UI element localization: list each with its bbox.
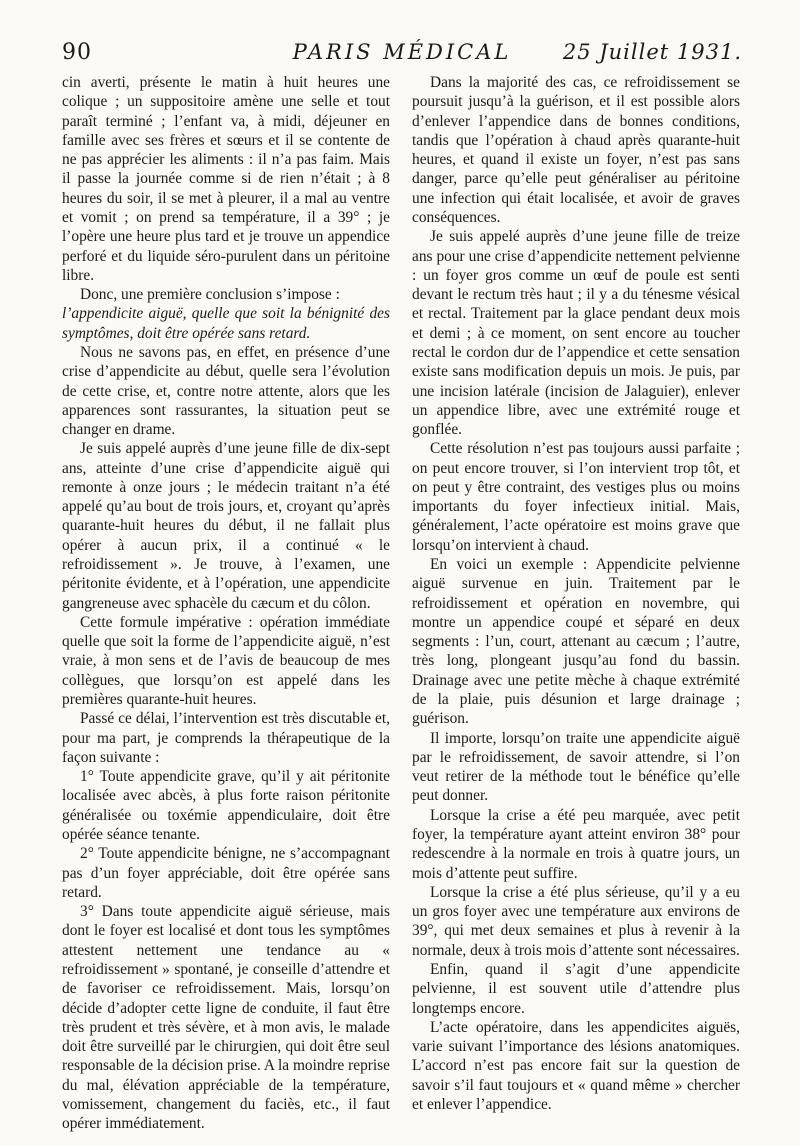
paragraph: 1° Toute appendicite grave, qu’il y ait péritonite localisée avec abcès, à plus forte raison péritonite généralisée ou toxémie appendiculaire, doit être opérée séance tenante.: [62, 768, 390, 843]
paragraph: Passé ce délai, l’intervention est très discutable et, pour ma part, je comprends la thérapeutique de la façon suivante :: [62, 710, 390, 766]
left-column: [62, 73, 390, 1133]
paragraph: Enfin, quand il s’agit d’une appendicite pelvienne, il est souvent utile d’attendre plus longtemps encore.: [412, 960, 740, 1017]
right-column: [412, 73, 740, 1114]
page-header: [62, 40, 742, 74]
paragraph: Donc, une première conclusion s’impose :: [80, 286, 340, 304]
paragraph: Il importe, lorsqu’on traite une appendicite aiguë par le refroidissement, de savoir attendre, si l’on veut retirer de la méthode tout le bénéfice qu’elle peut donner.: [412, 729, 740, 805]
paragraph: En voici un exemple : Appendicite pelvienne aiguë survenue en juin. Traitement par le refroidissement et opération en novembre, qui montre un appendice coupé et séparé en deux segments : l’un, court, attenant au cæcum ; l’autre, très long, plongeant jusqu’au fond du bassin. Drainage avec une petite mèche à chaque extrémité de la plaie, puis désunion et large drainage ; guérison.: [412, 556, 740, 728]
paragraph: 2° Toute appendicite bénigne, ne s’accompagnant pas d’un foyer appréciable, doit être opérée sans retard.: [62, 845, 390, 901]
paragraph: Je suis appelé auprès d’une jeune fille de dix-sept ans, atteinte d’une crise d’appendicite aiguë qui remonte à onze jours ; le médecin traitant n’a été appelé qu’au bout de trois jours, et, croyant qu’après quarante-huit heures du début, il ne fallait plus opérer à aucun prix, il a continué « le refroidissement ». Je trouve, à l’examen, une péritonite évidente, et à l’opération, une appendicite gangreneuse avec sphacèle du cæcum et du côlon.: [62, 440, 390, 612]
paragraph: Dans la majorité des cas, ce refroidissement se poursuit jusqu’à la guérison, et il est possible alors d’enlever l’appendice dans de bonnes conditions, tandis que l’opération à chaud après quarante-huit heures, et quand il existe un foyer, n’est pas sans danger, parce qu’elle peut généraliser au péritoine une infection qui était localisée, et avoir de graves conséquences.: [412, 74, 740, 226]
paragraph: Je suis appelé auprès d’une jeune fille de treize ans pour une crise d’appendicite nettement pelvienne : un foyer gros comme un œuf de poule est senti devant le rectum très haut ; il y a du ténesme vésical et rectal. Traitement par la glace pendant deux mois et demi ; à ce moment, on sent encore au toucher rectal le cordon dur de l’appendice et cette sensation existe sans modification depuis un mois. Je puis, par une incision latérale (incision de Jalaguier), enlever un appendice libre, avec une extrémité rouge et gonflée.: [412, 228, 740, 439]
issue-date: 25 Juillet 1931.: [562, 40, 742, 64]
page-number: 90: [62, 40, 92, 65]
paragraph: Nous ne savons pas, en effet, en présence d’une crise d’appendicite au début, quelle sera l’évolution de cette crise, et, contre notre attente, alors que les apparences sont rassurantes, la situation peut se changer en drame.: [62, 343, 390, 439]
paragraph: L’acte opératoire, dans les appendicites aiguës, varie suivant l’importance des lésions anatomiques. L’accord n’est pas encore fait sur la question de savoir s’il faut toujours et « quand même » chercher et enlever l’appendice.: [412, 1018, 740, 1113]
paragraph: Cette résolution n’est pas toujours aussi parfaite ; on peut encore trouver, si l’on intervient trop tôt, et on peut y être contraint, des vestiges plus ou moins importants du foyer infectieux initial. Mais, généralement, l’acte opératoire est moins grave que lorsqu’on intervient à chaud.: [412, 440, 740, 554]
paragraph: Lorsque la crise a été plus sérieuse, qu’il y a eu un gros foyer avec une température aux environs de 39°, qui met deux semaines et plus à revenir à la normale, deux à trois mois d’attente sont nécessaires.: [412, 883, 740, 959]
journal-title: PARIS MÉDICAL: [292, 40, 512, 64]
paragraph: Cette formule impérative : opération immédiate quelle que soit la forme de l’appendicite aiguë, n’est vraie, à mon sens et de l’avis de beaucoup de mes collègues, que lorsqu’on est appelé dans les premières quarante-huit heures.: [62, 613, 390, 708]
paragraph: cin averti, présente le matin à huit heures une colique ; un suppositoire amène une selle et tout paraît terminé ; l’enfant va, à midi, déjeuner en famille avec ses frères et sœurs et il se contente de ne pas apprécier les aliments : il n’a pas faim. Mais il passe la journée comme si de rien n’était ; à 8 heures du soir, il se met à pleurer, il a mal au ventre et vomit ; on prend sa température, il a 39° ; je l’opère une heure plus tard et je trouve un appendice perforé et du liquide séro-purulent dans un péritoine libre.: [62, 74, 390, 284]
conclusion-italic: l’appendicite aiguë, quelle que soit la bénignité des symptômes, doit être opérée sans retard.: [62, 305, 390, 342]
paragraph: Lorsque la crise a été peu marquée, avec petit foyer, la température ayant atteint environ 38° pour redescendre à la normale en trois à quatre jours, un mois d’attente peut suffire.: [412, 806, 740, 882]
paragraph: 3° Dans toute appendicite aiguë sérieuse, mais dont le foyer est localisé et dont tous les symptômes attestent nettement une tendance au « refroidissement » spontané, je conseille d’attendre et de favoriser ce refroidissement. Mais, lorsqu’on décide d’adopter cette ligne de conduite, il faut être très prudent et très sévère, et à mon avis, le malade doit être surveillé par le chirurgien, qui doit être seul responsable de la décision prise. A la moindre reprise du mal, élévation appréciable de la température, vomissement, changement du faciès, etc., il faut opérer immédiatement.: [62, 903, 390, 1133]
